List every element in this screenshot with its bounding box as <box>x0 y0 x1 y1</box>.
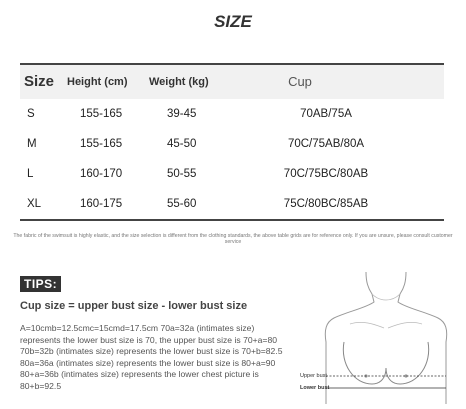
cell-weight: 55-60 <box>167 198 197 210</box>
upper-bust-label: Upper bust <box>300 373 327 379</box>
lower-bust-label: Lower bust <box>300 385 330 391</box>
table-row <box>20 189 444 219</box>
table-row <box>20 129 444 159</box>
cell-size: M <box>27 138 37 150</box>
page-title: SIZE <box>214 12 252 31</box>
header-cup: Cup <box>288 74 312 89</box>
header-size: Size <box>24 73 55 90</box>
cell-size: S <box>27 108 35 120</box>
cup-description: A=10cmb=12.5cmc=15cmd=17.5cm 70a=32a (intimates size) represents the lower bust size is 70, the upper bust size is 70+a=80 70b=32b (intimates size) represents the lower bust size is 70+b=82.5 80a=36a (intimates size) represents the lower bust size is 80+a=90 80+a=36b (intimates size) represents the lower chest picture is 80+b=92.5 <box>20 323 283 391</box>
cell-height: 160-170 <box>80 168 123 180</box>
cell-height: 155-165 <box>80 138 123 150</box>
cell-cup: 70C/75AB/80A <box>287 138 365 150</box>
size-table <box>20 63 444 221</box>
cup-formula: Cup size = upper bust size - lower bust size <box>20 300 248 312</box>
cell-cup: 70C/75BC/80AB <box>283 168 369 180</box>
table-header-row <box>20 65 444 99</box>
table-bottom-rule <box>20 219 444 221</box>
header-weight: Weight (kg) <box>149 76 209 88</box>
cell-size: L <box>27 168 34 180</box>
table-row <box>20 99 444 129</box>
cell-height: 160-175 <box>80 198 123 210</box>
cell-size: XL <box>27 198 42 210</box>
size-note: The fabric of the swimsuit is highly elastic, and the size selection is different from the clothing standards, the above table grids are for reference only. If you are unsure, please consult customer service <box>13 233 453 245</box>
bust-diagram <box>296 272 456 404</box>
cell-cup: 75C/80BC/85AB <box>283 198 369 210</box>
cell-height: 155-165 <box>80 108 123 120</box>
tips-badge: TIPS: <box>20 276 61 292</box>
cell-weight: 39-45 <box>167 108 197 120</box>
cell-cup: 70AB/75A <box>300 108 352 120</box>
header-height: Height (cm) <box>67 76 128 88</box>
table-row <box>20 159 444 189</box>
cell-weight: 50-55 <box>167 168 197 180</box>
cell-weight: 45-50 <box>167 138 197 150</box>
